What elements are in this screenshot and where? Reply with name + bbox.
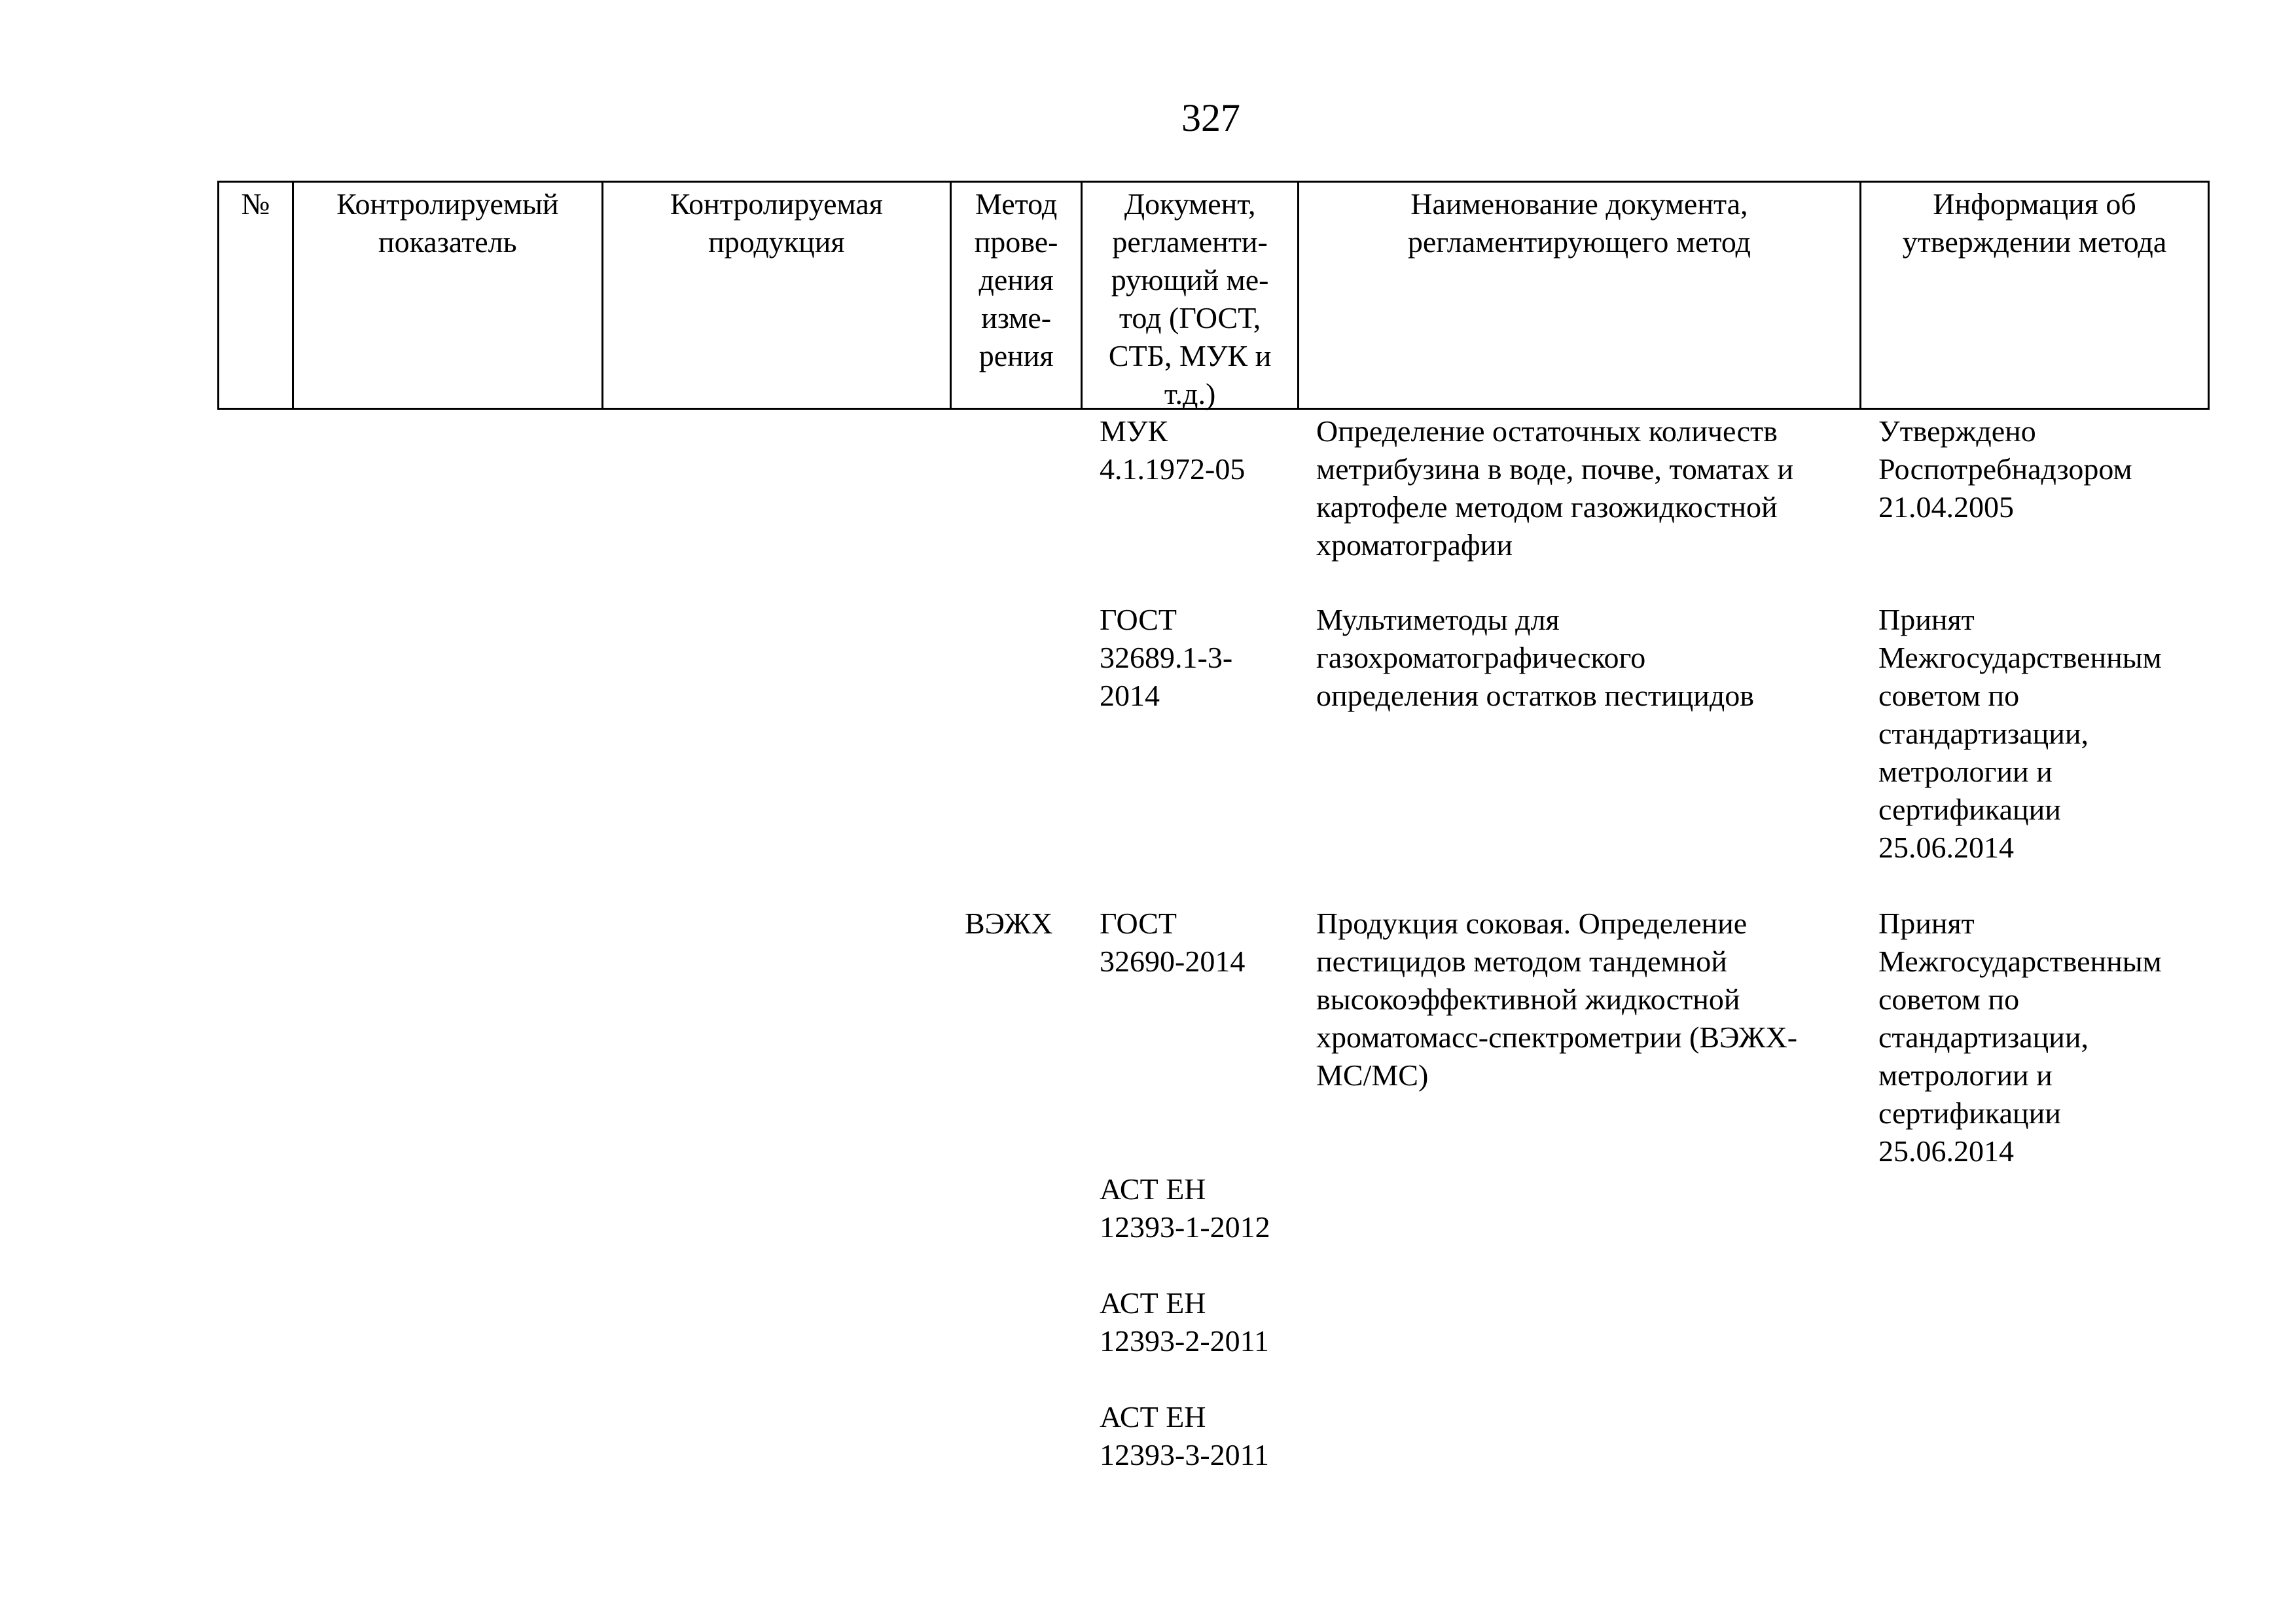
header-method: Метод прове- дения изме- рения [952,183,1083,408]
row-approval: Принят Межгосударственным советом по стандартизации, метрологии и сертификации 25.06.2014 [1878,603,2162,864]
row-doc-name: Продукция соковая. Определение пестицидов методом тандемной высокоэффективной жидкостной хроматомасс-спектрометрии (ВЭЖХ- МС/МС) [1316,907,1798,1092]
row-approval: Принят Межгосударственным советом по стандартизации, метрологии и сертификации 25.06.2014 [1878,907,2162,1168]
table-header [217,181,2210,410]
header-indicator: Контролируемый показатель [294,183,603,408]
row-document: ГОСТ 32689.1-3- 2014 [1100,603,1233,712]
page-number: 327 [1181,96,1240,139]
row-document: ГОСТ 32690-2014 [1100,907,1246,978]
header-approval: Информация об утверждении метода [1902,187,2167,259]
row-doc-name: Определение остаточных количеств метрибузина в воде, почве, томатах и картофеле методом газожидкостной хроматографии [1316,414,1794,562]
row-document: МУК 4.1.1972-05 [1100,414,1246,486]
header-doc-name: Наименование документа, регламентирующего метод [1299,183,1861,408]
row-document: АСТ ЕН 12393-2-2011 [1100,1286,1269,1358]
header-document: Документ, регламенти- рующий ме- тод (ГОСТ, СТБ, МУК и т.д.) [1083,183,1299,408]
header-number: № [219,183,294,408]
row-document: АСТ ЕН 12393-1-2012 [1100,1172,1270,1244]
row-approval: Утверждено Роспотребнадзором 21.04.2005 [1878,414,2132,524]
row-doc-name: Мультиметоды для газохроматографического определения остатков пестицидов [1316,603,1754,712]
row-document: АСТ ЕН 12393-3-2011 [1100,1400,1269,1471]
row-method: ВЭЖХ [965,907,1053,940]
header-product: Контролируемая продукция [603,183,952,408]
